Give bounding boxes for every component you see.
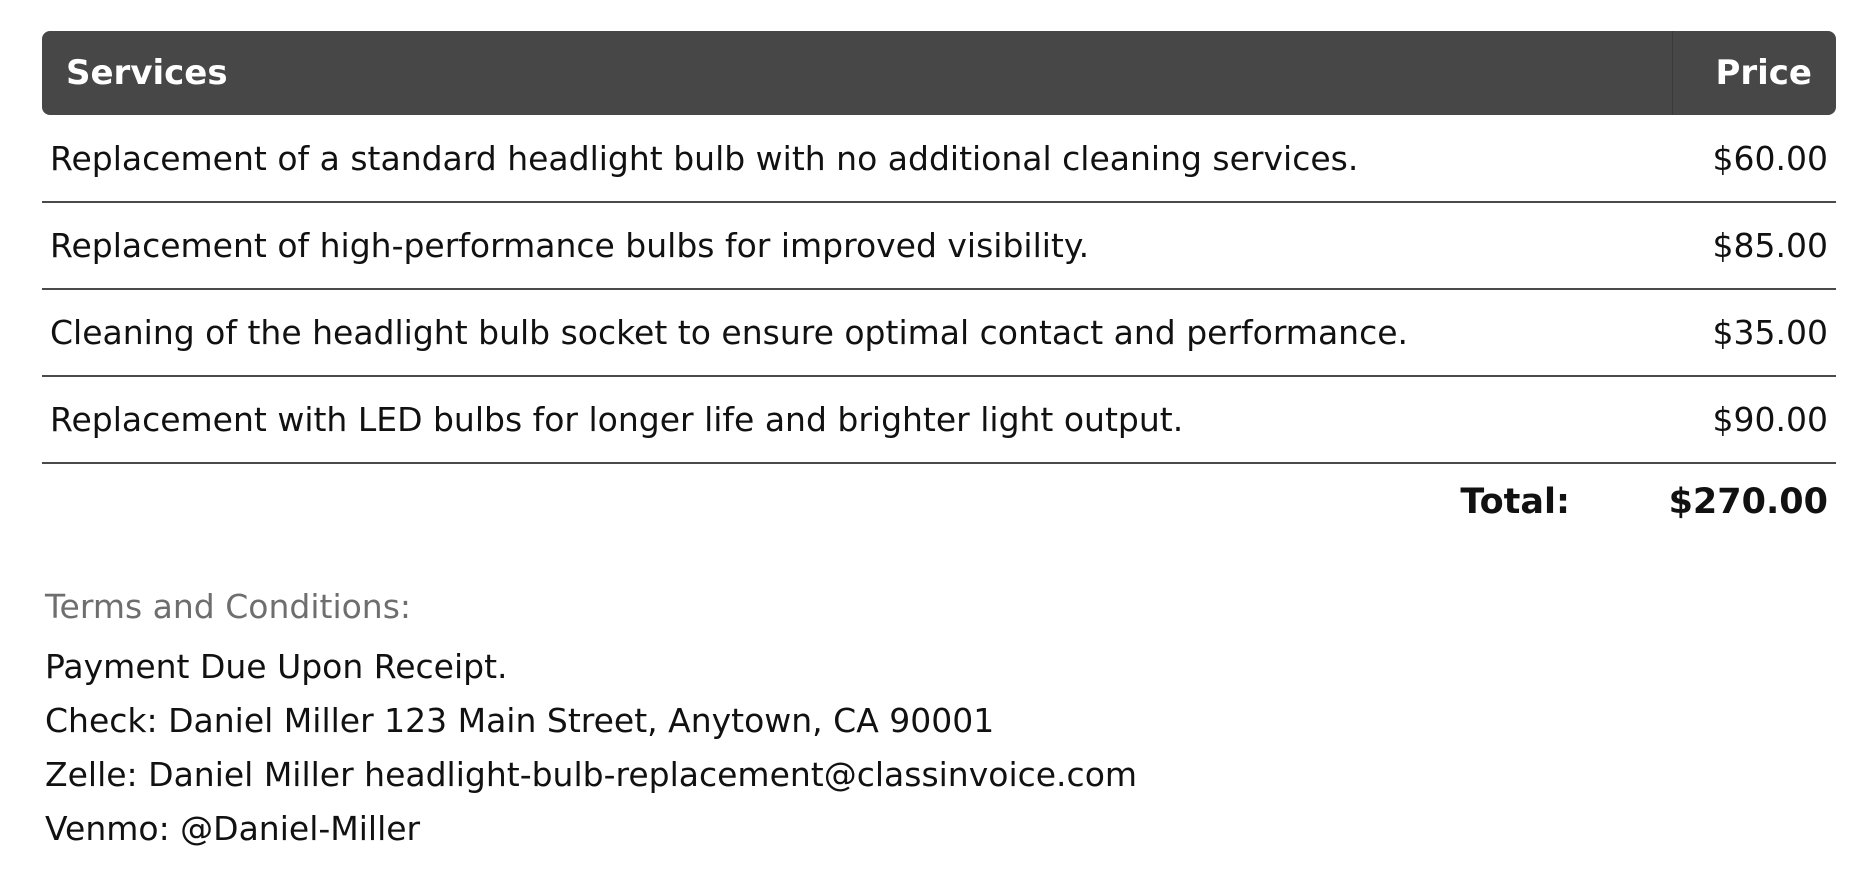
service-description: Replacement of high-performance bulbs for improved visibility. bbox=[42, 202, 1672, 289]
service-description: Replacement of a standard headlight bulb with no additional cleaning services. bbox=[42, 115, 1672, 202]
total-label: Total: bbox=[1460, 482, 1570, 522]
service-description: Replacement with LED bulbs for longer life and brighter light output. bbox=[42, 376, 1672, 463]
total-row bbox=[42, 468, 1836, 538]
service-description: Cleaning of the headlight bulb socket to ensure optimal contact and performance. bbox=[42, 289, 1672, 376]
check-payment-text: Check: Daniel Miller 123 Main Street, Anytown, CA 90001 bbox=[45, 701, 995, 740]
table-row bbox=[42, 289, 1836, 376]
venmo-payment-text: Venmo: @Daniel-Miller bbox=[45, 809, 421, 848]
services-column-header: Services bbox=[66, 53, 228, 93]
table-row bbox=[42, 115, 1836, 202]
price-column-header: Price bbox=[1672, 31, 1836, 115]
services-table bbox=[42, 31, 1836, 464]
terms-heading: Terms and Conditions: bbox=[45, 587, 412, 626]
zelle-payment-text: Zelle: Daniel Miller headlight-bulb-replacement@classinvoice.com bbox=[45, 755, 1138, 794]
table-row bbox=[42, 202, 1836, 289]
terms-section bbox=[45, 582, 1137, 856]
payment-due-text: Payment Due Upon Receipt. bbox=[45, 647, 508, 686]
service-price: $60.00 bbox=[1672, 115, 1836, 202]
service-price: $35.00 bbox=[1672, 289, 1836, 376]
table-header-row bbox=[42, 31, 1836, 115]
service-price: $90.00 bbox=[1672, 376, 1836, 463]
service-price: $85.00 bbox=[1672, 202, 1836, 289]
total-value: $270.00 bbox=[1668, 482, 1828, 522]
table-row bbox=[42, 376, 1836, 463]
